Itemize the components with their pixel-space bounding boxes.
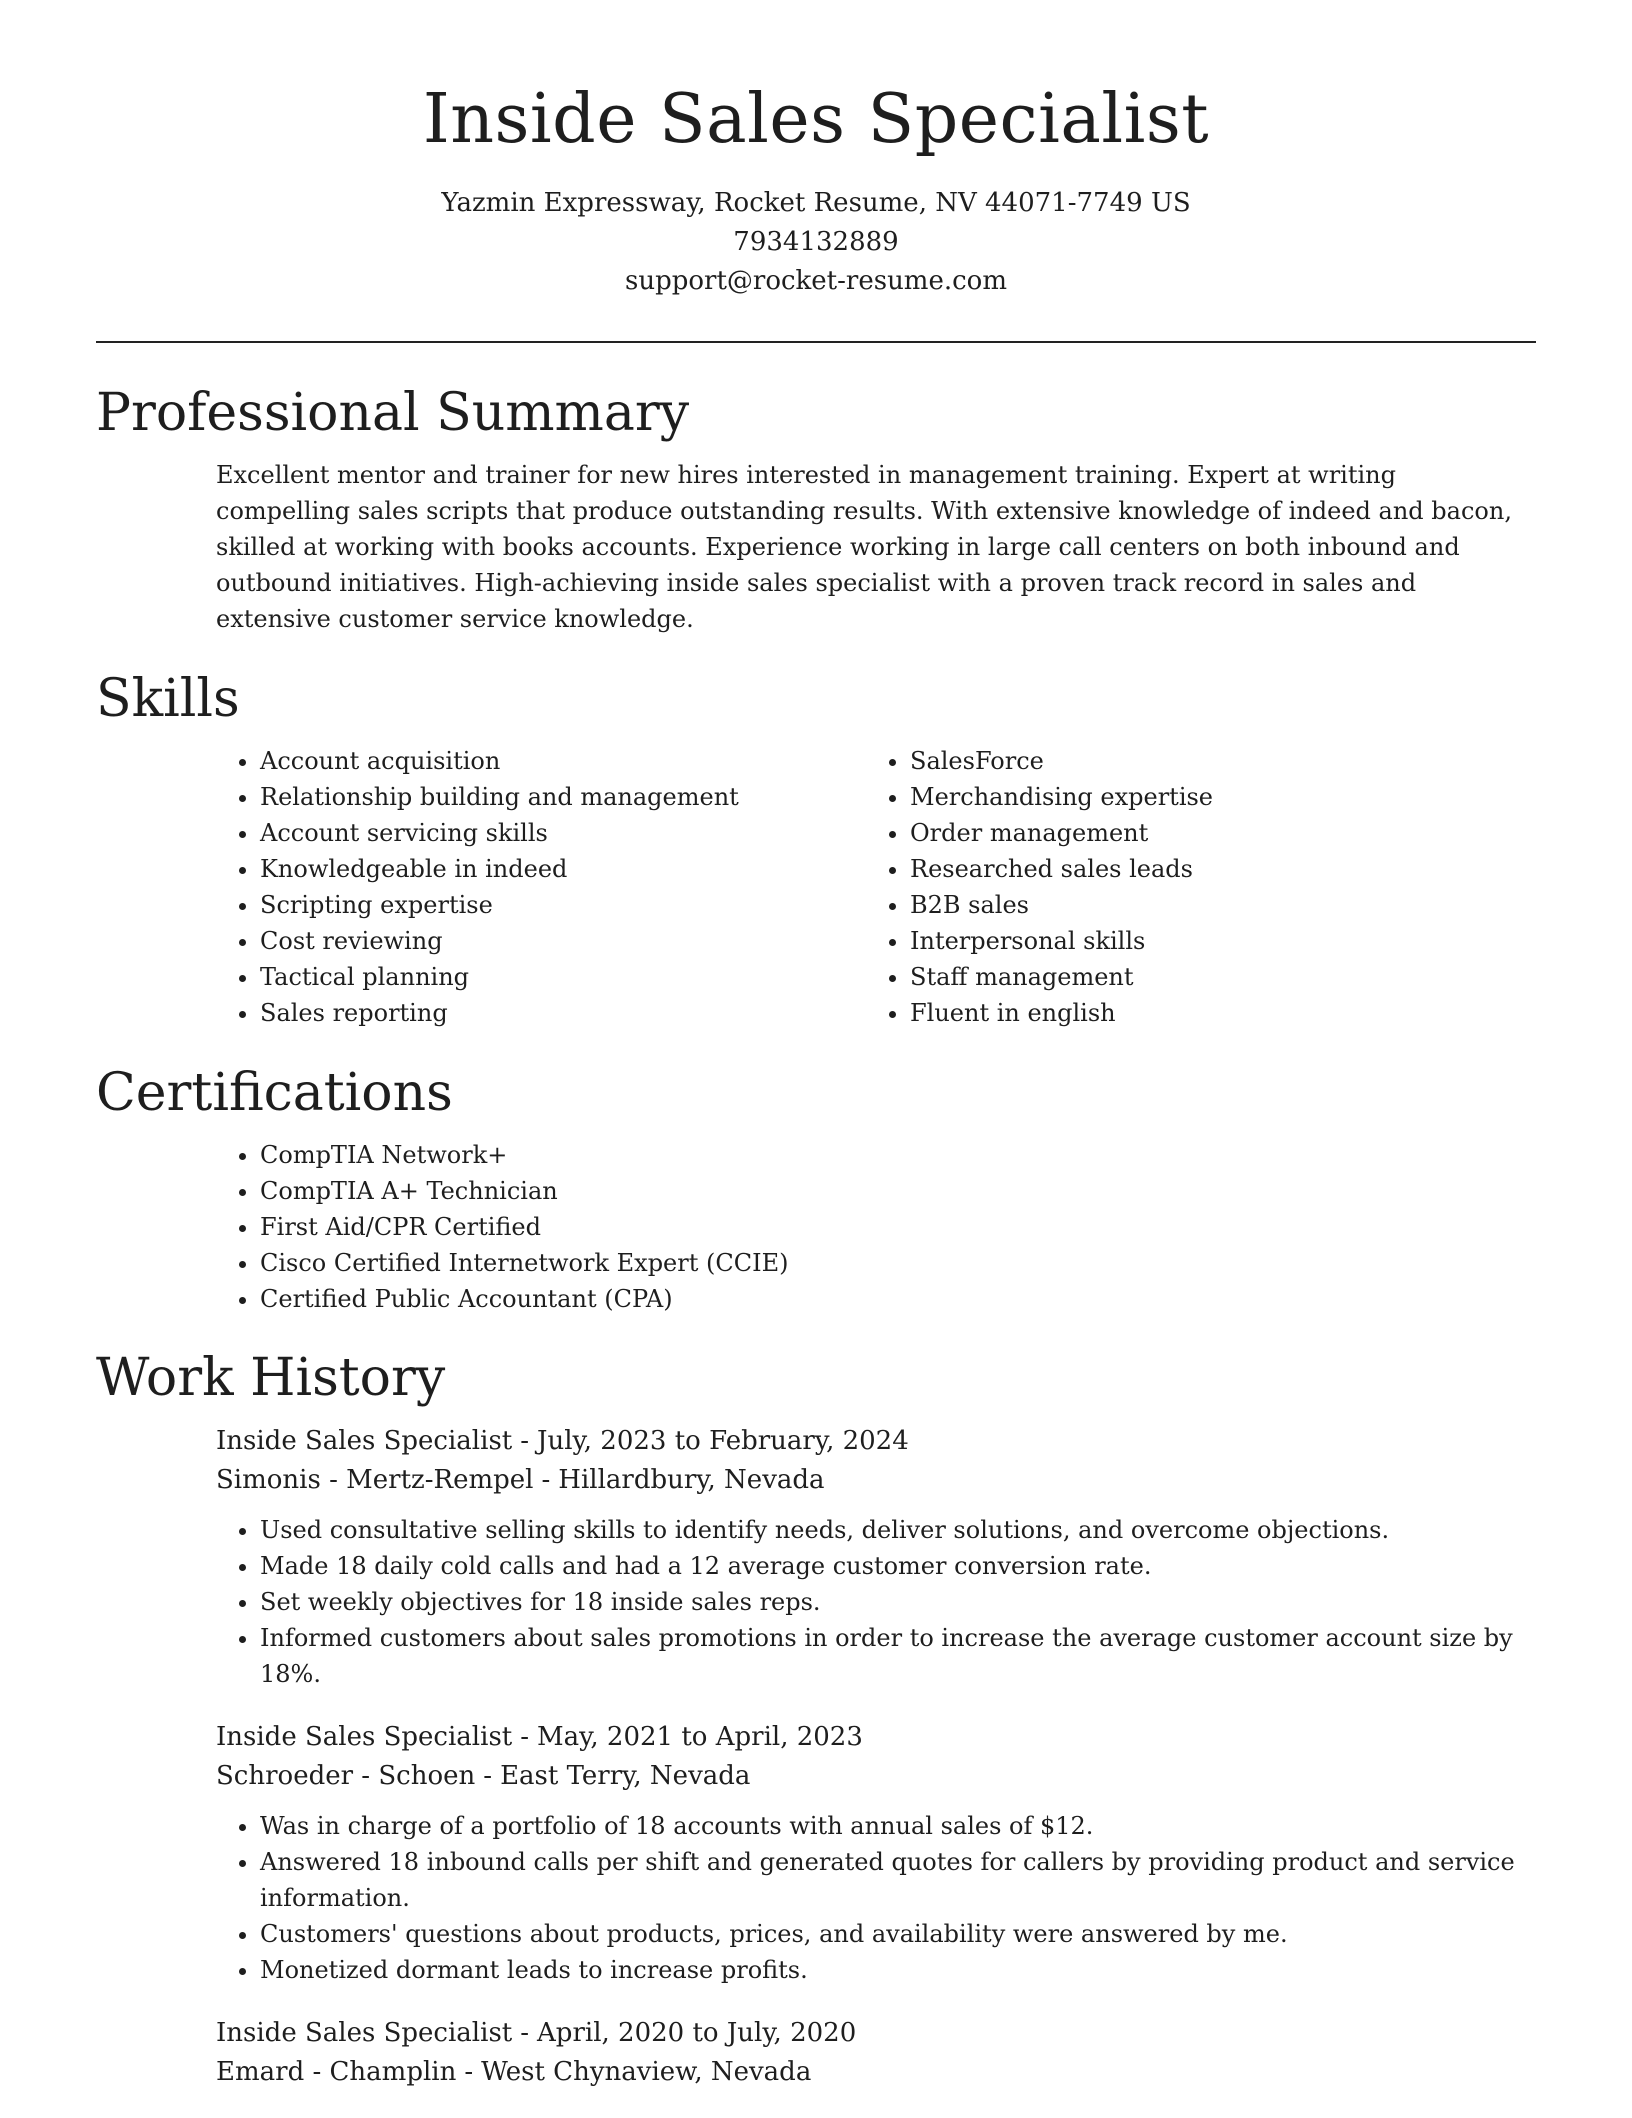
summary-text: Excellent mentor and trainer for new hires interested in management training. Expert at writing compelling sales scripts that produce outstanding results. With extensive knowledge of indeed and bacon, skilled at working with books accounts. Experience working in large call centers on both inbound and outbound initiatives. High-achieving inside sales specialist with a proven track record in sales and extensive customer service knowledge. (216, 461, 1512, 633)
job-company-line (216, 1757, 1536, 1796)
skills-grid (216, 743, 1536, 1031)
job-dates: July, 2023 to February, 2024 (537, 1426, 909, 1456)
job-bullet: • Informed customers about sales promotions in order to increase the average customer account size by 18%. (260, 1620, 1536, 1692)
skills-title: Skills (96, 669, 240, 729)
skill-item: • Fluent in english (910, 995, 1516, 1031)
separator: - (464, 2057, 474, 2087)
job-company: Emard - Champlin (216, 2057, 457, 2087)
skills-list-left (216, 743, 866, 1031)
resume-header (0, 0, 1632, 301)
job-location: Hillardbury, Nevada (558, 1465, 825, 1495)
skill-item: • Relationship building and management (260, 779, 866, 815)
skill-item: • Order management (910, 815, 1516, 851)
resume-name: Inside Sales Specialist (422, 80, 1210, 159)
skill-item: • Tactical planning (260, 959, 866, 995)
certification-item: • First Aid/CPR Certified (260, 1209, 1536, 1245)
certifications-section (96, 1063, 1536, 1317)
contact-info (0, 184, 1632, 301)
work-history-title: Work History (96, 1348, 446, 1408)
separator: - (541, 1465, 551, 1495)
job-entry (216, 2014, 1536, 2092)
skill-item: • Account acquisition (260, 743, 866, 779)
skill-item: • Sales reporting (260, 995, 866, 1031)
summary-title: Professional Summary (96, 383, 690, 443)
job-bullet: • Set weekly objectives for 18 inside sales reps. (260, 1584, 1536, 1620)
certifications-list (216, 1137, 1536, 1317)
skill-item: • Researched sales leads (910, 851, 1516, 887)
skill-item: • Interpersonal skills (910, 923, 1516, 959)
skills-section (96, 669, 1536, 1031)
contact-address: Yazmin Expressway, Rocket Resume, NV 44071-7749 US (441, 188, 1191, 218)
job-company-line (216, 2053, 1536, 2092)
job-title-line (216, 1718, 1536, 1757)
separator: - (520, 1426, 530, 1456)
job-title: Inside Sales Specialist (216, 2018, 513, 2048)
job-title: Inside Sales Specialist (216, 1722, 513, 1752)
job-bullet: • Answered 18 inbound calls per shift and generated quotes for callers by providing product and service information. (260, 1844, 1536, 1916)
skills-list-right (866, 743, 1516, 1031)
job-entry (216, 1718, 1536, 1988)
job-bullet: • Was in charge of a portfolio of 18 accounts with annual sales of $12. (260, 1808, 1536, 1844)
job-title: Inside Sales Specialist (216, 1426, 513, 1456)
skill-item: • SalesForce (910, 743, 1516, 779)
certification-item: • Cisco Certified Internetwork Expert (CCIE) (260, 1245, 1536, 1281)
skill-item: • Scripting expertise (260, 887, 866, 923)
certification-item: • Certified Public Accountant (CPA) (260, 1281, 1536, 1317)
contact-phone: 7934132889 (733, 227, 899, 257)
skill-item: • Cost reviewing (260, 923, 866, 959)
job-company-line (216, 1461, 1536, 1500)
certification-item: • CompTIA Network+ (260, 1137, 1536, 1173)
job-location: West Chynaview, Nevada (481, 2057, 812, 2087)
job-bullet: • Customers' questions about products, prices, and availability were answered by me. (260, 1916, 1536, 1952)
job-bullets (216, 1512, 1536, 1692)
summary-section (96, 383, 1536, 637)
work-history-section (96, 1348, 1536, 2118)
job-bullet: • Used consultative selling skills to identify needs, deliver solutions, and overcome objections. (260, 1512, 1536, 1548)
job-entry (216, 1422, 1536, 1692)
separator: - (483, 1761, 493, 1791)
job-company: Schroeder - Schoen (216, 1761, 476, 1791)
header-divider (96, 341, 1536, 343)
skill-item: • B2B sales (910, 887, 1516, 923)
job-dates: May, 2021 to April, 2023 (537, 1722, 863, 1752)
skill-item: • Merchandising expertise (910, 779, 1516, 815)
job-company: Simonis - Mertz-Rempel (216, 1465, 534, 1495)
contact-email: support@rocket-resume.com (624, 266, 1007, 296)
job-bullet: • Monetized dormant leads to increase profits. (260, 1952, 1536, 1988)
certifications-title: Certifications (96, 1063, 453, 1123)
job-location: East Terry, Nevada (500, 1761, 751, 1791)
separator: - (520, 2018, 530, 2048)
job-bullets (216, 1808, 1536, 1988)
skill-item: • Account servicing skills (260, 815, 866, 851)
job-bullet: • Made 18 daily cold calls and had a 12 average customer conversion rate. (260, 1548, 1536, 1584)
certification-item: • CompTIA A+ Technician (260, 1173, 1536, 1209)
job-dates: April, 2020 to July, 2020 (537, 2018, 857, 2048)
skill-item: • Knowledgeable in indeed (260, 851, 866, 887)
job-title-line (216, 2014, 1536, 2053)
job-title-line (216, 1422, 1536, 1461)
separator: - (520, 1722, 530, 1752)
skill-item: • Staff management (910, 959, 1516, 995)
